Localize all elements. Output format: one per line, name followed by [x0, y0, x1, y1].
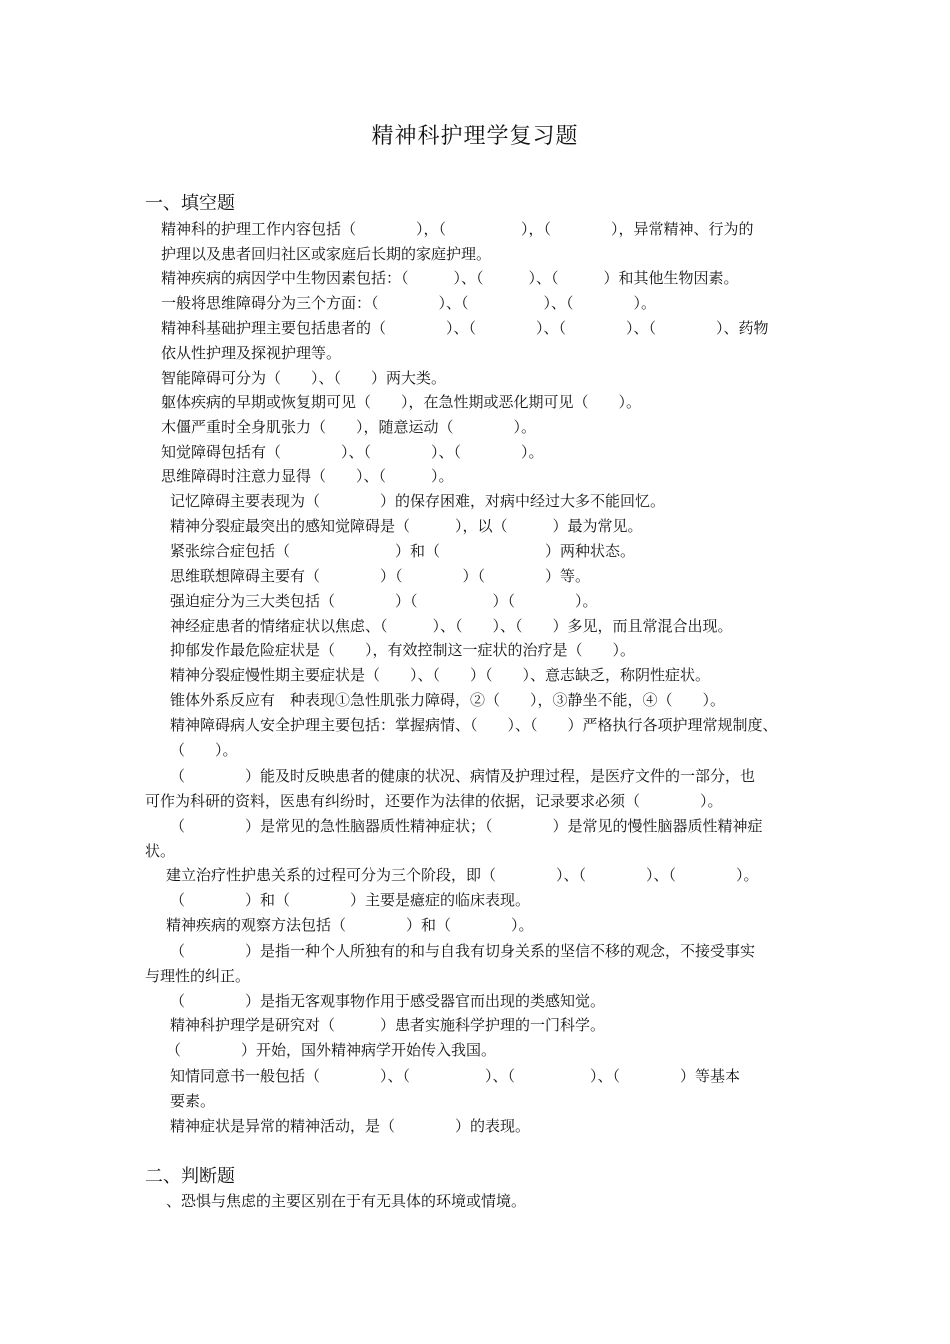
question-line: 状。: [145, 842, 176, 860]
question-line: 精神障碍病人安全护理主要包括：掌握病情、（ ）、（ ）严格执行各项护理常规制度、: [170, 716, 778, 734]
question-line: 可作为科研的资料，医患有纠纷时，还要作为法律的依据，记录要求必须（ ）。: [145, 792, 723, 810]
question-line: 紧张综合症包括（ ）和（ ）两种状态。: [170, 542, 636, 560]
question-line: 思维联想障碍主要有（ ）（ ）（ ）等。: [170, 567, 591, 585]
question-line: 精神分裂症最突出的感知觉障碍是（ ），以（ ）最为常见。: [170, 517, 643, 535]
question-line: 神经症患者的情绪症状以焦虑、（ ）、（ ）、（ ）多见，而且常混合出现。: [170, 617, 733, 635]
question-line: 躯体疾病的早期或恢复期可见（ ），在急性期或恶化期可见（ ）。: [161, 393, 642, 411]
question-line: 思维障碍时注意力显得（ ）、（ ）。: [161, 467, 454, 485]
question-line: 与理性的纠正。: [145, 967, 251, 985]
question-line: 护理以及患者回归社区或家庭后长期的家庭护理。: [161, 245, 492, 263]
question-line: 依从性护理及探视护理等。: [161, 344, 342, 362]
question-line: 精神症状是异常的精神活动，是（ ）的表现。: [170, 1117, 531, 1135]
question-line: （ ）是指一种个人所独有的和与自我有切身关系的坚信不移的观念，不接受事实: [170, 942, 756, 960]
question-line: （ ）能及时反映患者的健康的状况、病情及护理过程，是医疗文件的一部分，也: [170, 767, 756, 785]
question-line: 建立治疗性护患关系的过程可分为三个阶段，即（ ）、（ ）、（ ）。: [166, 866, 759, 884]
section-heading-fill-in: 一、填空题: [145, 193, 235, 214]
question-line: 精神分裂症慢性期主要症状是（ ）、（ ）（ ）、意志缺乏，称阴性症状。: [170, 666, 711, 684]
question-line: 强迫症分为三大类包括（ ）（ ）（ ）。: [170, 592, 598, 610]
question-line: 精神科基础护理主要包括患者的（ ）、（ ）、（ ）、（ ）、药物: [161, 319, 769, 337]
question-line: 木僵严重时全身肌张力（ ），随意运动（ ）。: [161, 418, 537, 436]
question-line: 记忆障碍主要表现为（ ）的保存困难，对病中经过大多不能回忆。: [170, 492, 666, 510]
question-line: 精神科护理学是研究对（ ）患者实施科学护理的一门科学。: [170, 1016, 606, 1034]
section-heading-true-false: 二、判断题: [145, 1166, 235, 1187]
question-line: 精神疾病的观察方法包括（ ）和（ ）。: [166, 916, 534, 934]
question-line: （ ）和（ ）主要是癔症的临床表现。: [170, 891, 531, 909]
question-line: 抑郁发作最危险症状是（ ），有效控制这一症状的治疗是（ ）。: [170, 641, 636, 659]
question-line: 锥体外系反应有 种表现①急性肌张力障碍，②（ ），③静坐不能，④（ ）。: [170, 691, 726, 709]
document-title: 精神科护理学复习题: [371, 124, 579, 149]
question-line: （ ）开始，国外精神病学开始传入我国。: [166, 1041, 497, 1059]
question-line: 精神疾病的病因学中生物因素包括：（ ）、（ ）、（ ）和其他生物因素。: [161, 269, 739, 287]
question-line: 智能障碍可分为（ ）、（ ）两大类。: [161, 369, 447, 387]
question-line: 要素。: [170, 1092, 216, 1110]
question-line: 精神科的护理工作内容包括（ ），（ ），（ ），异常精神、行为的: [161, 220, 754, 238]
question-line: （ ）是指无客观事物作用于感受器官而出现的类感知觉。: [170, 992, 606, 1010]
question-line: （ ）是常见的急性脑器质性精神症状；（ ）是常见的慢性脑器质性精神症: [170, 817, 763, 835]
question-line: 一般将思维障碍分为三个方面：（ ）、（ ）、（ ）。: [161, 294, 657, 312]
question-line: 知情同意书一般包括（ ）、（ ）、（ ）、（ ）等基本: [170, 1067, 741, 1085]
question-line: （ ）。: [170, 741, 238, 759]
question-line: 知觉障碍包括有（ ）、（ ）、（ ）。: [161, 443, 544, 461]
question-line: 、恐惧与焦虑的主要区别在于有无具体的环境或情境。: [166, 1192, 527, 1210]
